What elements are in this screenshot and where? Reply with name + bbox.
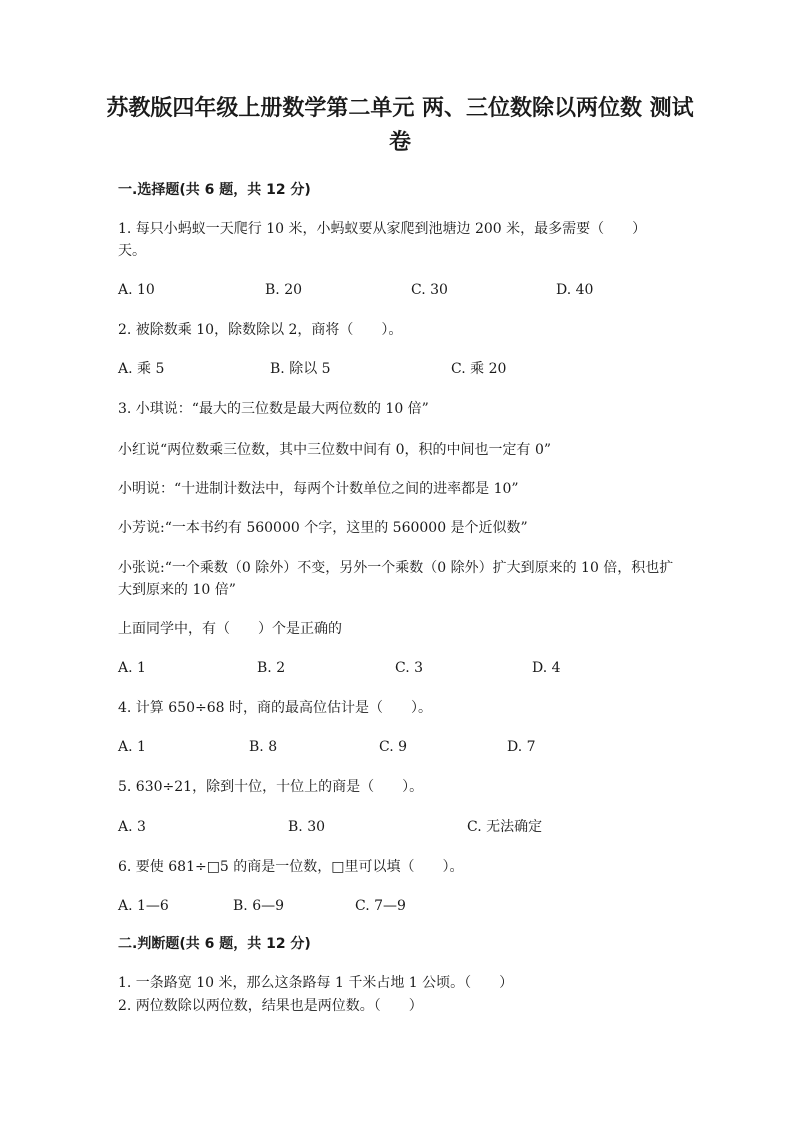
question-4-text: 4. 计算 650÷68 时，商的最高位估计是（ ）。 [118,700,432,716]
option-b[interactable]: B. 20 [265,282,303,298]
question-5-text: 5. 630÷21，除到十位，十位上的商是（ ）。 [118,779,424,795]
option-a[interactable]: A. 10 [118,282,155,298]
option-d[interactable]: D. 4 [532,660,561,676]
question-3-statement-xiaozhang: 小张说:“一个乘数（0 除外）不变，另外一个乘数（0 除外）扩大到原来的 10 倍，积也扩大到原来的 10 倍” [118,560,674,598]
question-1-text: 1. 每只小蚂蚁一天爬行 10 米，小蚂蚁要从家爬到池塘边 200 米，最多需要（ ）天。 [118,221,647,259]
section-heading-judgment: 二.判断题(共 6 题，共 12 分) [118,936,311,952]
question-2-text: 2. 被除数乘 10，除数除以 2，商将（ ）。 [118,322,403,338]
section-heading-choice: 一.选择题(共 6 题，共 12 分) [118,182,311,198]
option-b[interactable]: B. 2 [257,660,286,676]
option-a[interactable]: A. 乘 5 [118,361,165,377]
option-b[interactable]: B. 6—9 [233,898,285,914]
question-4-options [118,737,688,757]
option-c[interactable]: C. 无法确定 [467,819,543,835]
option-c[interactable]: C. 30 [411,282,448,298]
question-3-prompt: 上面同学中，有（ ）个是正确的 [118,621,342,637]
question-6-options [118,896,688,916]
question-3-text: 3. 小琪说：“最大的三位数是最大两位数的 10 倍” [118,401,429,417]
question-3-statement-xiaoming: 小明说：“十进制计数法中，每两个计数单位之间的进率都是 10” [118,481,519,497]
judgment-question-2: 2. 两位数除以两位数，结果也是两位数。（ ） [118,998,423,1014]
option-c[interactable]: C. 乘 20 [451,361,507,377]
option-c[interactable]: C. 7—9 [355,898,406,914]
option-a[interactable]: A. 3 [118,819,146,835]
option-b[interactable]: B. 除以 5 [270,361,331,377]
option-d[interactable]: D. 40 [556,282,594,298]
page-title: 苏教版四年级上册数学第二单元 两、三位数除以两位数 测试卷 [106,96,694,155]
question-5-options [118,817,688,837]
question-3-statement-xiaofang: 小芳说:“一本书约有 560000 个字，这里的 560000 是个近似数” [118,520,528,536]
question-2-options [118,359,688,379]
question-3-statement-xiaohong: 小红说“两位数乘三位数，其中三位数中间有 0，积的中间也一定有 0” [118,442,552,458]
option-a[interactable]: A. 1—6 [118,898,169,914]
question-6-text: 6. 要使 681÷□5 的商是一位数，□里可以填（ ）。 [118,859,464,875]
option-d[interactable]: D. 7 [507,739,536,755]
option-c[interactable]: C. 9 [379,739,408,755]
judgment-question-1: 1. 一条路宽 10 米，那么这条路每 1 千米占地 1 公顷。（ ） [118,975,514,991]
option-a[interactable]: A. 1 [118,660,146,676]
question-3-options [118,658,688,678]
question-1-options [118,280,688,300]
option-b[interactable]: B. 8 [249,739,278,755]
option-a[interactable]: A. 1 [118,739,146,755]
option-c[interactable]: C. 3 [395,660,424,676]
option-b[interactable]: B. 30 [288,819,326,835]
